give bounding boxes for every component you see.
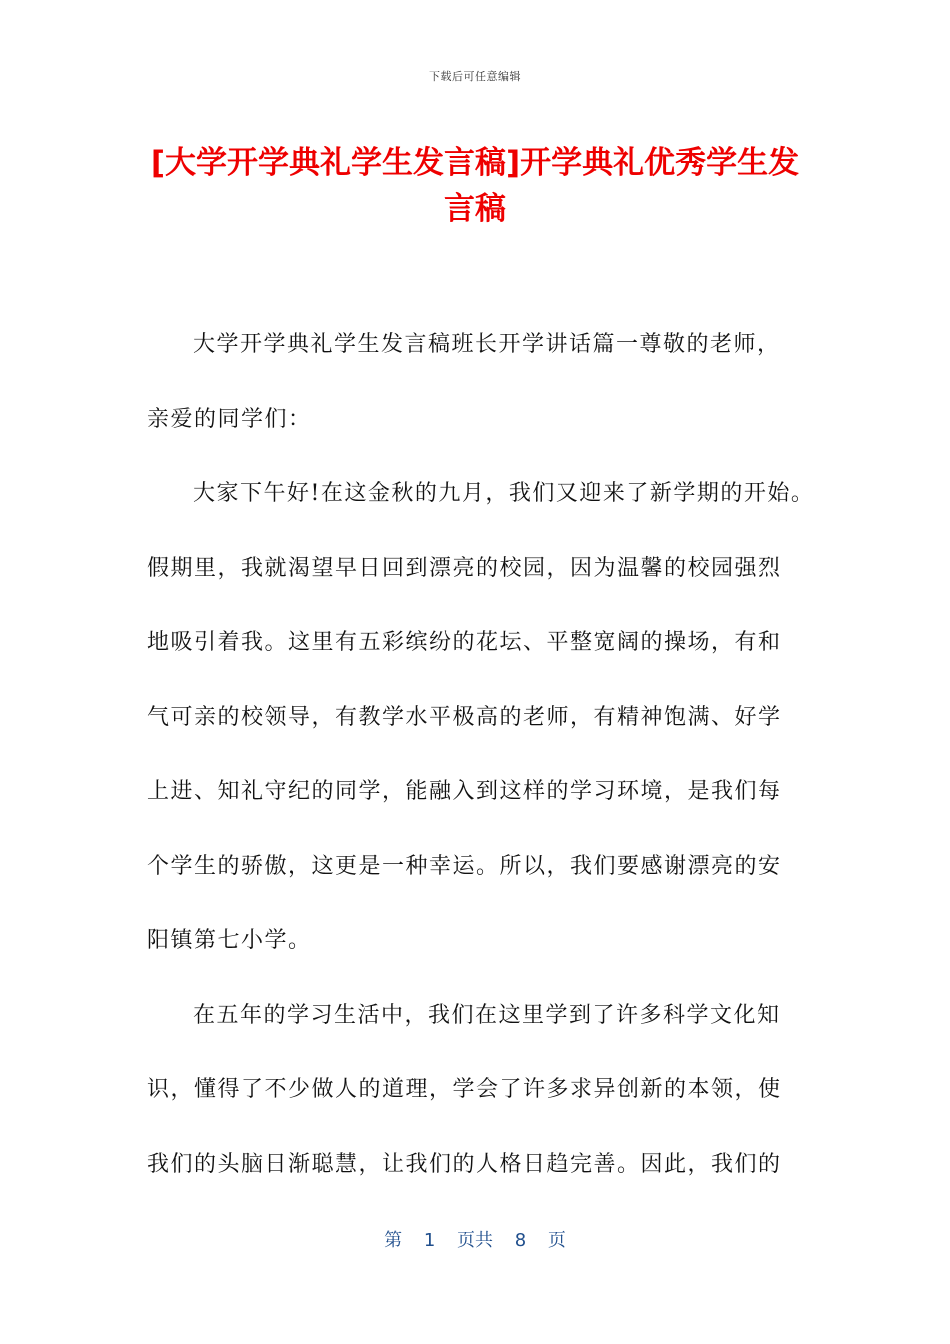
header-note: 下载后可任意编辑 [429,70,521,83]
paragraph-line: 上进、知礼守纪的同学，能融入到这样的学习环境，是我们每 [147,779,782,804]
paragraph-line: 假期里，我就渴望早日回到漂亮的校园，因为温馨的校园强烈 [147,556,782,581]
footer-prefix: 第 [384,1230,403,1251]
paragraph-line: 个学生的骄傲，这更是一种幸运。所以，我们要感谢漂亮的安 [147,854,782,879]
total-pages-number: 8 [514,1230,527,1251]
footer-suffix: 页 [547,1230,566,1251]
paragraph-line: 地吸引着我。这里有五彩缤纷的花坛、平整宽阔的操场，有和 [147,630,782,655]
paragraph-line: 亲爱的同学们： [147,407,312,432]
paragraph-line: 在五年的学习生活中，我们在这里学到了许多科学文化知 [193,1003,781,1028]
paragraph-line: 识，懂得了不少做人的道理，学会了许多求异创新的本领，使 [147,1077,782,1102]
paragraph-line: 我们的头脑日渐聪慧，让我们的人格日趋完善。因此，我们的 [147,1152,782,1177]
paragraph-line: 气可亲的校领导，有教学水平极高的老师，有精神饱满、好学 [147,705,782,730]
page-footer [0,1226,950,1252]
paragraph-line: 大学开学典礼学生发言稿班长开学讲话篇一尊敬的老师， [193,332,781,357]
paragraph-line: 阳镇第七小学。 [147,928,312,953]
current-page-number: 1 [423,1230,436,1251]
document-title: [大学开学典礼学生发言稿]开学典礼优秀学生发言稿 [150,145,800,227]
footer-middle: 页共 [457,1230,493,1251]
paragraph-line: 大家下午好!在这金秋的九月，我们又迎来了新学期的开始。 [193,481,815,506]
